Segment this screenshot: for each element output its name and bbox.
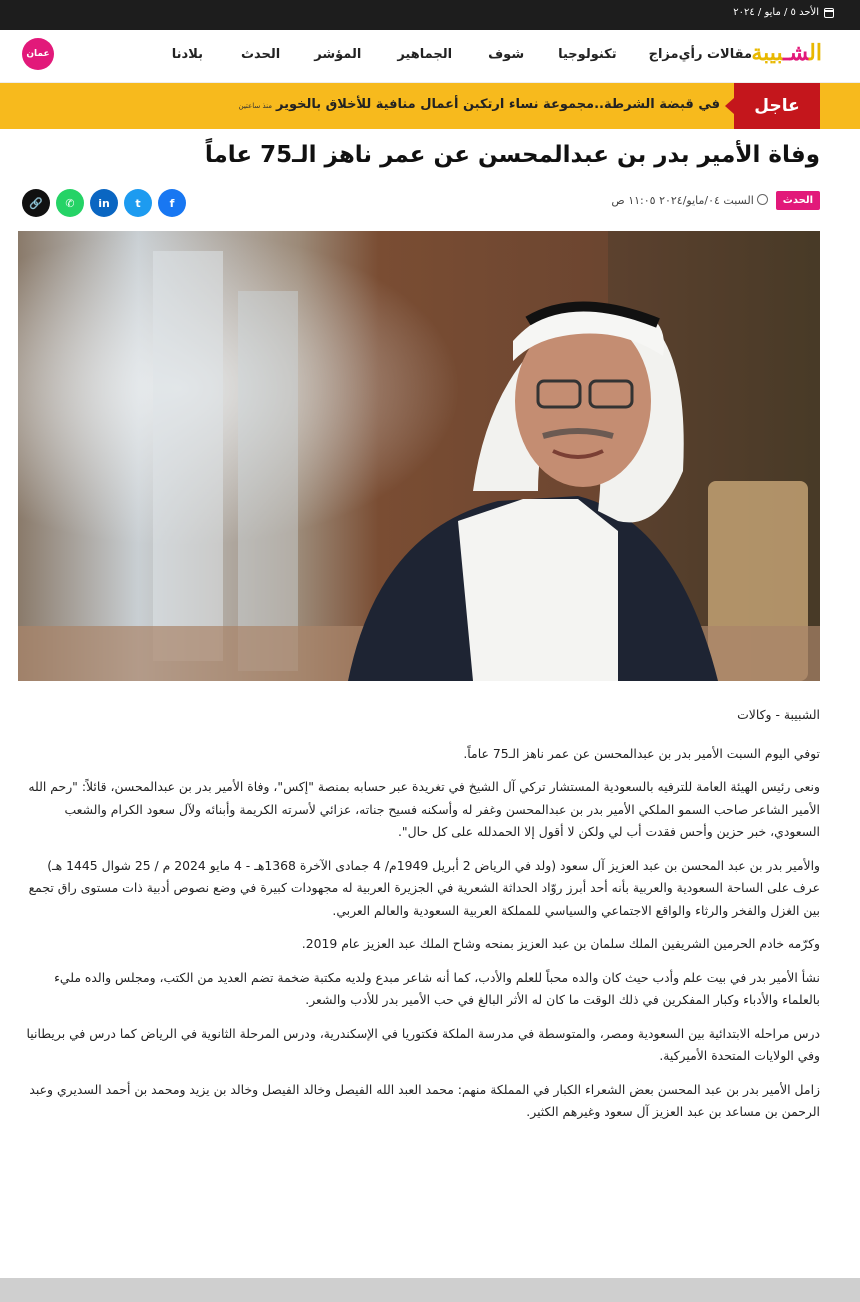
hero-illustration (18, 231, 820, 681)
facebook-icon[interactable]: f (158, 189, 186, 217)
nav-item-aljamahir[interactable]: الجماهير (397, 47, 453, 62)
paragraph: ونعى رئيس الهيئة العامة للترفيه بالسعودية المستشار تركي آل الشيخ في تغريدة عبر حسابه بمنصة "إكس"، وفاة الأمير بدر بن عبدالمحسن، قائلاً: "رحم الله الأمير الشاعر صاحب السمو الملكي الأمير بدر بن عبدالمحسن وغفر له وأسكنه فسيح جناته، عزائي لأسرته الكريمة وأبنائه ولآل سعود الكرام والشعب السعودي، خبر حزين وأحس فقدت أب لي ولكن لا أقول إلا الحمدلله على كل حال". (28, 779, 820, 839)
nav-item-almuashir[interactable]: المؤشر (314, 47, 362, 62)
paragraph: درس مراحله الابتدائية بين السعودية ومصر، والمتوسطة في مدرسة الملكة فكتوريا في الإسكندرية، ودرس المرحلة الثانوية في الرياض كما درس في بريطانيا وفي الولايات المتحدة الأميركية. (26, 1025, 820, 1063)
nav-item-biladuna[interactable]: بلادنا (171, 47, 203, 62)
nav-menu (137, 47, 752, 62)
oman-button[interactable]: عمان (22, 38, 54, 70)
logo-part: شـ (783, 40, 810, 66)
site-logo[interactable] (751, 40, 822, 66)
calendar-icon (824, 8, 834, 18)
paragraph: توفي اليوم السبت الأمير بدر بن عبدالمحسن عن عمر ناهز الـ75 عاماً. (463, 745, 820, 761)
whatsapp-icon[interactable]: ✆ (56, 189, 84, 217)
nav-item-alhadath[interactable]: الحدث (240, 47, 281, 62)
copy-link-icon[interactable]: 🔗 (22, 189, 50, 217)
category-tag[interactable]: الحدث (776, 191, 820, 210)
paragraph: والأمير بدر بن عبد المحسن بن عبد العزيز آل سعود (ولد في الرياض 2 أبريل 1949م/ 4 جمادى الآخرة 1368هـ - 4 مايو 2024 م / 25 شوال 1445 هـ) عرف على الساحة السعودية والعربية بأنه أحد أبرز روّاد الحداثة الشعرية في الجزيرة العربية له مجهودات كبيرة في وضع نصوص أدبية ذات مستوى راق تجمع بين الغزل والفخر والرثاء والواقع الاجتماعي والسياسي للمملكة العربية السعودية والعالم العربي. (28, 857, 820, 918)
nav-item-opinion[interactable]: مقالات رأي (678, 47, 752, 62)
paragraph: نشأ الأمير بدر في بيت علم وأدب حيث كان والده محباً للعلم والأدب، كما أنه شاعر مبدع ولديه مكتبة ضخمة تضم العديد من الكتب، ومجلس والده مليء بالعلماء والأدباء وكبار المفكرين في ذلك الوقت ما كان له الأثر البالغ في حب الأمير بدر للأدب والشعر. (54, 969, 820, 1007)
nav-item-technology[interactable]: تكنولوجيا (558, 47, 617, 62)
breaking-news-bar (0, 83, 860, 129)
article-title: وفاة الأمير بدر بن عبدالمحسن عن عمر ناهز الـ75 عاماً (204, 142, 820, 168)
twitter-icon[interactable]: t (124, 189, 152, 217)
linkedin-icon[interactable]: in (90, 189, 118, 217)
article-meta (611, 191, 820, 210)
date-text: الأحد ٥ / مايو / ٢٠٢٤ (733, 7, 819, 18)
nav-item-shouf[interactable]: شوف (488, 47, 525, 62)
top-bar (0, 0, 860, 30)
datetime-text: السبت ٠٤/مايو/٢٠٢٤ ١١:٠٥ ص (611, 194, 754, 207)
logo-part: بيبة (751, 40, 784, 66)
article-body (20, 704, 820, 1135)
paragraph: وكرّمه خادم الحرمين الشريفين الملك سلمان بن عبد العزيز بمنحه وشاح الملك عبد العزيز عام 2019. (301, 936, 820, 951)
paragraph: زامل الأمير بدر بن عبد المحسن بعض الشعراء الكبار في المملكة منهم: محمد العبد الله الفيصل وخالد الفيصل وخالد بن يزيد ومحمد بن أحمد السديري وعبد الرحمن بن مساعد بن عبد العزيز آل سعود وغيرهم الكثير. (29, 1081, 820, 1119)
bottom-bar (0, 1278, 860, 1302)
breaking-text: في قبضة الشرطة..مجموعة نساء ارتكبن أعمال منافية للأخلاق بالخوير (275, 97, 720, 112)
clock-icon (757, 194, 768, 205)
breaking-headline[interactable] (238, 97, 720, 112)
article-hero-image (18, 231, 820, 681)
date-display (733, 7, 834, 18)
logo-part: ال (809, 40, 822, 66)
article-source: الشبيبة - وكالات (737, 707, 820, 722)
breaking-label: عاجل (734, 83, 820, 129)
breaking-time: منذ ساعتين (238, 102, 272, 110)
share-buttons (22, 189, 186, 217)
main-navigation (0, 30, 860, 83)
publish-datetime (611, 194, 767, 207)
nav-item-mazaj[interactable]: مزاج (648, 47, 679, 62)
